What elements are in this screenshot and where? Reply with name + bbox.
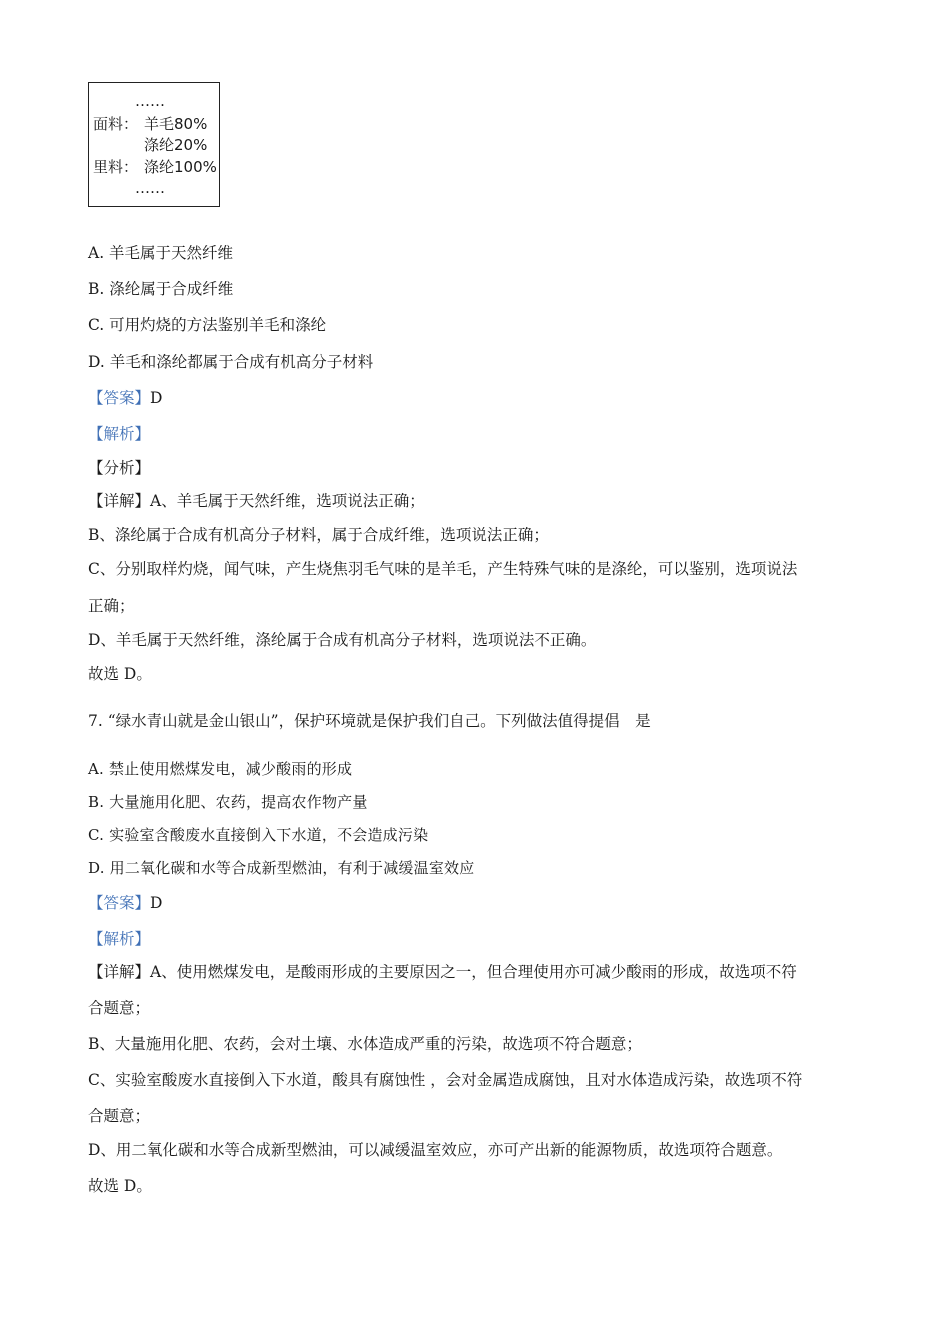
label-ellipsis-top: …… — [135, 92, 165, 110]
fabric-polyester: 涤纶20% — [144, 136, 208, 154]
q7-answer: D — [150, 894, 163, 912]
q7-detail-d: D、用二氧化碳和水等合成新型燃油，可以减缓温室效应，亦可产出新的能源物质，故选项符合题意。 — [88, 1141, 783, 1159]
q6-detail-b: B、涤纶属于合成有机高分子材料，属于合成纤维，选项说法正确； — [88, 526, 549, 544]
q6-fenxi-tag: 【分析】 — [88, 459, 151, 477]
q7-answer-tag: 【答案】 — [88, 894, 151, 912]
q7-option-c: C. 实验室含酸废水直接倒入下水道，不会造成污染 — [88, 826, 429, 844]
fabric-wool: 羊毛80% — [144, 115, 208, 133]
q7-detail-c-cont: 合题意； — [88, 1107, 151, 1125]
q6-answer-tag: 【答案】 — [88, 389, 151, 407]
q7-detail-tag: 【详解】 — [88, 963, 151, 981]
q6-option-d: D. 羊毛和涤纶都属于合成有机高分子材料 — [88, 353, 374, 371]
q7-option-d: D. 用二氧化碳和水等合成新型燃油，有利于减缓温室效应 — [88, 859, 475, 877]
q6-option-c: C. 可用灼烧的方法鉴别羊毛和涤纶 — [88, 316, 327, 334]
q7-option-b: B. 大量施用化肥、农药，提高农作物产量 — [88, 793, 368, 811]
q7-detail-c: C、实验室酸废水直接倒入下水道，酸具有腐蚀性 ，会对金属造成腐蚀，且对水体造成污染，故选项不符 — [88, 1071, 803, 1089]
q6-answer-line — [88, 386, 162, 408]
q6-option-a: A. 羊毛属于天然纤维 — [88, 244, 234, 262]
q6-detail-tag: 【详解】 — [88, 492, 151, 510]
q7-detail-a-cont: 合题意； — [88, 999, 151, 1017]
q7-detail-a: 【详解】A、使用燃煤发电，是酸雨形成的主要原因之一，但合理使用亦可减少酸雨的形成，故选项不符 — [88, 963, 797, 981]
q6-option-b: B. 涤纶属于合成纤维 — [88, 280, 234, 298]
q6-answer: D — [150, 389, 163, 407]
q6-detail-c: C、分别取样灼烧，闻气味，产生烧焦羽毛气味的是羊毛，产生特殊气味的是涤纶，可以鉴别，选项说法 — [88, 560, 798, 578]
q6-analysis-tag: 【解析】 — [88, 425, 151, 443]
q7-stem: 7. “绿水青山就是金山银山”，保护环境就是保护我们自己。下列做法值得提倡 是 — [88, 712, 651, 730]
q7-detail-b: B、大量施用化肥、农药，会对土壤、水体造成严重的污染，故选项不符合题意； — [88, 1035, 642, 1053]
lining-key: 里料： — [93, 158, 139, 176]
q7-analysis-tag: 【解析】 — [88, 930, 151, 948]
q7-option-a: A. 禁止使用燃煤发电，减少酸雨的形成 — [88, 760, 353, 778]
q7-answer-line — [88, 891, 162, 913]
clothing-label-figure — [88, 82, 220, 207]
q6-detail-a: 【详解】A、羊毛属于天然纤维，选项说法正确； — [88, 492, 425, 510]
lining-polyester: 涤纶100% — [144, 158, 217, 176]
fabric-key: 面料： — [93, 115, 139, 133]
label-ellipsis-bottom: …… — [135, 179, 165, 197]
q6-detail-d: D、羊毛属于天然纤维，涤纶属于合成有机高分子材料，选项说法不正确。 — [88, 631, 597, 649]
q7-conclusion: 故选 D。 — [88, 1177, 152, 1195]
q6-detail-c-cont: 正确； — [88, 597, 135, 615]
q6-conclusion: 故选 D。 — [88, 665, 152, 683]
